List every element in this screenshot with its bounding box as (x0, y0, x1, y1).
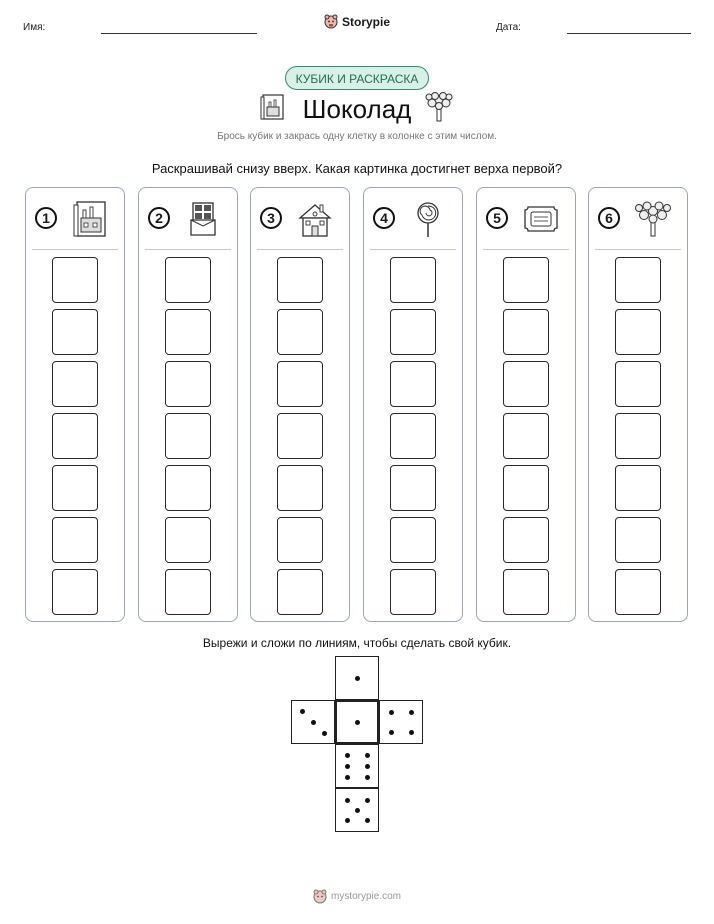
color-cell[interactable] (390, 465, 436, 511)
die-pip (365, 798, 370, 803)
color-cell[interactable] (615, 309, 661, 355)
color-cell[interactable] (52, 257, 98, 303)
column-number: 6 (598, 207, 620, 229)
column-6 (588, 187, 688, 622)
lollipop-icon (409, 200, 447, 238)
die-pip (389, 710, 394, 715)
color-cell[interactable] (277, 569, 323, 615)
color-cell[interactable] (615, 517, 661, 563)
die-pip (365, 764, 370, 769)
footer-url[interactable]: mystorypie.com (330, 891, 401, 902)
color-cell[interactable] (52, 361, 98, 407)
die-face-right (379, 700, 423, 744)
color-cell[interactable] (165, 517, 211, 563)
die-pip (345, 818, 350, 823)
brand-name: Storypie (341, 14, 390, 29)
color-cell[interactable] (390, 517, 436, 563)
name-label: Имя: (23, 22, 46, 33)
die-pip (300, 709, 305, 714)
brand-logo (0, 14, 714, 32)
column-header (251, 188, 349, 248)
column-divider (595, 249, 681, 250)
color-cell[interactable] (165, 413, 211, 459)
die-pip (389, 730, 394, 735)
color-cell[interactable] (390, 309, 436, 355)
die-pip (409, 710, 414, 715)
die-pip (355, 676, 360, 681)
storypie-mascot-icon (324, 14, 338, 29)
color-cell[interactable] (277, 413, 323, 459)
color-cell[interactable] (52, 517, 98, 563)
column-number: 1 (35, 207, 57, 229)
color-cell[interactable] (277, 517, 323, 563)
color-cell[interactable] (165, 465, 211, 511)
date-label: Дата: (496, 22, 521, 33)
color-cell[interactable] (165, 361, 211, 407)
color-cell[interactable] (615, 465, 661, 511)
color-cell[interactable] (615, 361, 661, 407)
color-cell[interactable] (52, 465, 98, 511)
storypie-mascot-icon (313, 889, 327, 904)
color-cell[interactable] (503, 413, 549, 459)
color-cell[interactable] (165, 569, 211, 615)
activity-badge: КУБИК И РАСКРАСКА (285, 66, 429, 90)
column-header (477, 188, 575, 248)
die-face-left (291, 700, 335, 744)
color-cell[interactable] (390, 413, 436, 459)
name-line (101, 33, 257, 34)
column-header (26, 188, 124, 248)
die-face-top (335, 656, 379, 700)
column-1 (25, 187, 125, 622)
color-cell[interactable] (615, 413, 661, 459)
color-cell[interactable] (277, 361, 323, 407)
color-cell[interactable] (503, 465, 549, 511)
date-line (567, 33, 691, 34)
color-cell[interactable] (390, 569, 436, 615)
column-3 (250, 187, 350, 622)
die-pip (365, 775, 370, 780)
instruction: Раскрашивай снизу вверх. Какая картинка достигнет верха первой? (151, 161, 563, 176)
column-number: 5 (486, 207, 508, 229)
die-face-center (335, 700, 379, 744)
die-face-back (335, 788, 379, 832)
cut-instruction: Вырежи и сложи по линиям, чтобы сделать свой кубик. (202, 636, 512, 650)
column-4 (363, 187, 463, 622)
color-cell[interactable] (277, 309, 323, 355)
color-cell[interactable] (52, 413, 98, 459)
color-cell[interactable] (503, 569, 549, 615)
color-cell[interactable] (503, 361, 549, 407)
color-cell[interactable] (503, 257, 549, 303)
die-pip (345, 775, 350, 780)
subtitle: Брось кубик и закрась одну клетку в колонке с этим числом. (217, 131, 497, 142)
column-header (139, 188, 237, 248)
color-cell[interactable] (165, 257, 211, 303)
color-cell[interactable] (615, 569, 661, 615)
color-cell[interactable] (277, 257, 323, 303)
column-divider (32, 249, 118, 250)
color-cell[interactable] (52, 309, 98, 355)
die-pip (322, 731, 327, 736)
column-divider (257, 249, 343, 250)
candy-tree-icon (634, 200, 672, 238)
color-cell[interactable] (277, 465, 323, 511)
chocolate-bar-icon (184, 200, 222, 238)
die-pip (355, 808, 360, 813)
die-pip (365, 818, 370, 823)
candy-tree-icon (424, 91, 454, 123)
die-pip (311, 720, 316, 725)
color-cell[interactable] (503, 309, 549, 355)
golden-ticket-icon (522, 200, 560, 238)
die-pip (409, 730, 414, 735)
gingerbread-house-icon (296, 200, 334, 238)
color-cell[interactable] (390, 361, 436, 407)
column-divider (145, 249, 231, 250)
color-cell[interactable] (52, 569, 98, 615)
column-number: 3 (260, 207, 282, 229)
column-divider (483, 249, 569, 250)
column-header (364, 188, 462, 248)
column-number: 4 (373, 207, 395, 229)
chocolate-factory-book-icon (71, 200, 109, 238)
column-header (589, 188, 687, 248)
die-pip (365, 753, 370, 758)
color-cell[interactable] (503, 517, 549, 563)
column-2 (138, 187, 238, 622)
column-number: 2 (148, 207, 170, 229)
color-cell[interactable] (165, 309, 211, 355)
page-title: Шоколад (302, 94, 412, 124)
footer (0, 889, 714, 907)
die-face-bottom (335, 744, 379, 788)
die-pip (345, 798, 350, 803)
die-pip (345, 753, 350, 758)
column-divider (370, 249, 456, 250)
column-5 (476, 187, 576, 622)
color-cell[interactable] (390, 257, 436, 303)
die-pip (355, 720, 360, 725)
die-pip (345, 764, 350, 769)
color-cell[interactable] (615, 257, 661, 303)
